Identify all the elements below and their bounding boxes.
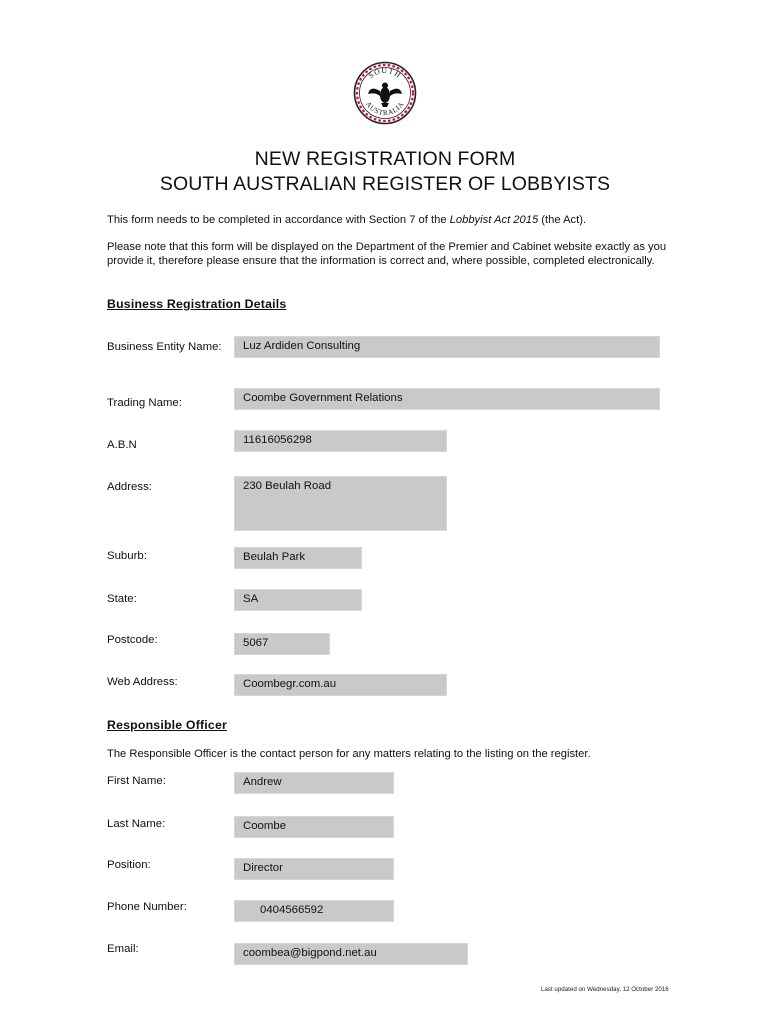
web-address-field[interactable]: Coombegr.com.au — [234, 674, 447, 696]
phone-number-field[interactable]: 0404566592 — [234, 900, 394, 922]
suburb-label: Suburb: — [107, 550, 147, 562]
officer-description: The Responsible Officer is the contact person for any matters relating to the listing on the register. — [107, 748, 591, 760]
first-name-field[interactable]: Andrew — [234, 772, 394, 794]
state-field[interactable]: SA — [234, 589, 362, 611]
intro-text-before: This form needs to be completed in accordance with Section 7 of the — [107, 214, 450, 226]
business-entity-name-label: Business Entity Name: — [107, 341, 222, 353]
act-name: Lobbyist Act 2015 — [449, 214, 539, 226]
last-updated-footer: Last updated on Wednesday, 12 October 2016 — [541, 986, 669, 993]
address-label: Address: — [107, 481, 152, 493]
svg-text:SOUTH: SOUTH — [366, 65, 404, 81]
abn-field[interactable]: 11616056298 — [234, 430, 447, 452]
intro-paragraph-2: Please note that this form will be displayed on the Department of the Premier and Cabinet website exactly as you provide it, therefore please ensure that the information is correct and, where possible, completed electronically. — [107, 241, 667, 268]
last-name-field[interactable]: Coombe — [234, 816, 394, 838]
south-australia-seal-logo — [353, 61, 417, 125]
web-address-label: Web Address: — [107, 676, 178, 688]
form-title-line2: SOUTH AUSTRALIAN REGISTER OF LOBBYISTS — [159, 173, 611, 195]
first-name-label: First Name: — [107, 775, 166, 787]
phone-number-label: Phone Number: — [107, 901, 187, 913]
svg-text:AUSTRALIA: AUSTRALIA — [364, 100, 406, 118]
business-entity-name-field[interactable]: Luz Ardiden Consulting — [234, 336, 660, 358]
email-field[interactable]: coombea@bigpond.net.au — [234, 943, 468, 965]
suburb-field[interactable]: Beulah Park — [234, 547, 362, 569]
address-field[interactable]: 230 Beulah Road — [234, 476, 447, 531]
state-label: State: — [107, 593, 137, 605]
form-title-line1: NEW REGISTRATION FORM — [254, 148, 516, 170]
postcode-field[interactable]: 5067 — [234, 633, 330, 655]
postcode-label: Postcode: — [107, 634, 158, 646]
last-name-label: Last Name: — [107, 818, 166, 830]
email-label: Email: — [107, 943, 139, 955]
position-label: Position: — [107, 859, 151, 871]
business-section-heading: Business Registration Details — [107, 297, 287, 311]
abn-label: A.B.N — [107, 439, 137, 451]
trading-name-field[interactable]: Coombe Government Relations — [234, 388, 660, 410]
intro-text-after: (the Act). — [538, 214, 587, 226]
position-field[interactable]: Director — [234, 858, 394, 880]
intro-paragraph-1 — [107, 213, 667, 227]
trading-name-label: Trading Name: — [107, 397, 182, 409]
officer-section-heading: Responsible Officer — [107, 718, 227, 732]
